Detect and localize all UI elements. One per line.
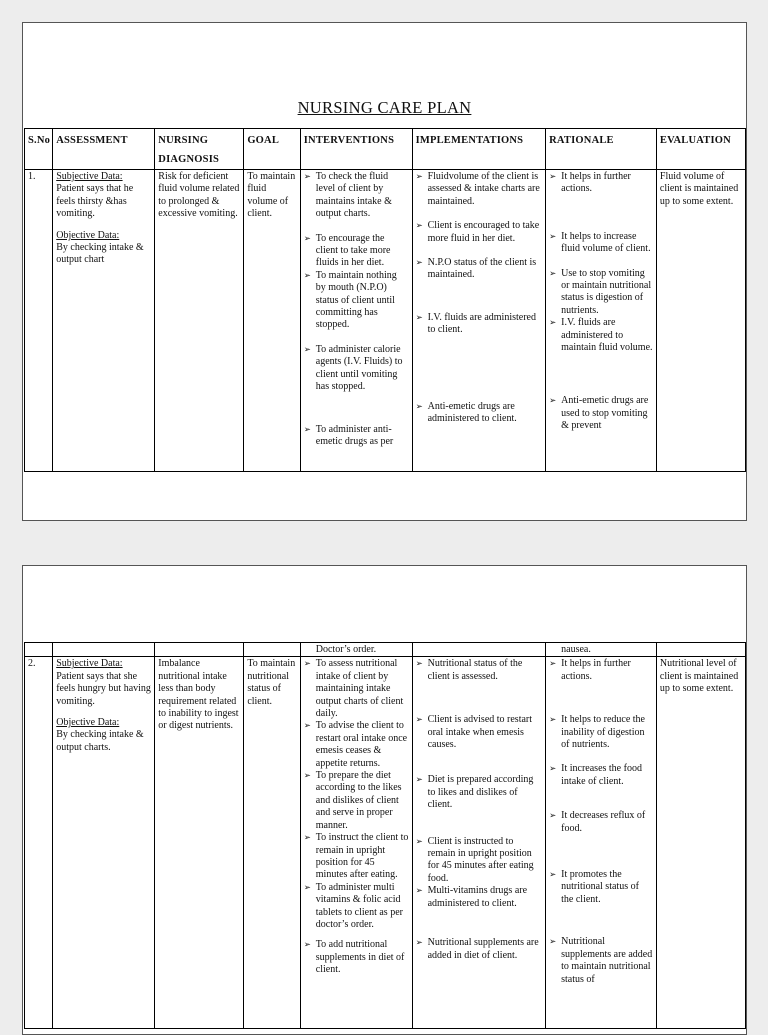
- list-item: ➢ Fluidvolume of the client is assessed & intake charts are maintained.: [416, 171, 543, 208]
- list-item: ➢ It promotes the nutritional status of the client.: [549, 869, 653, 906]
- list-item: ➢ Nutritional status of the client is assessed.: [416, 658, 543, 683]
- header-implementations: IMPLEMENTATIONS: [412, 129, 546, 170]
- header-goal: GOAL: [244, 129, 300, 170]
- goal-cell: To maintain fluid volume of client.: [244, 170, 300, 472]
- rationale-cell: [546, 657, 657, 1029]
- list-item: ➢ It increases the food intake of client.: [549, 763, 653, 788]
- list-item: ➢ Client is encouraged to take more fluid in her diet.: [416, 220, 543, 245]
- assessment-cell: [53, 170, 155, 472]
- list-item: ➢ Nutritional supplements are added to maintain nutritional status of: [549, 936, 653, 986]
- list-item: ➢ To administer calorie agents (I.V. Fluids) to client until vomiting has stopped.: [304, 344, 409, 394]
- implementations-cell: [412, 170, 546, 472]
- objective-label: Objective Data:: [56, 229, 120, 241]
- diagnosis-cell: Imbalance nutritional intake less than body requirement related to inability to ingest or digest nutrients.: [155, 657, 244, 1029]
- list-item: ➢ Client is instructed to remain in upright position for 45 minutes after eating food.: [416, 836, 543, 886]
- diagnosis-cell: Risk for deficient fluid volume related to prolonged & excessive vomiting.: [155, 170, 244, 472]
- list-item: ➢ To maintain nothing by mouth (N.P.O) status of client until committing has stopped.: [304, 270, 409, 332]
- rationale-cell: [546, 170, 657, 472]
- goal-cell: To maintain nutritional status of client.: [244, 657, 300, 1029]
- list-item: ➢ To advise the client to restart oral intake once emesis ceases & appetite returns.: [304, 720, 409, 770]
- list-item: ➢ To check the fluid level of client by maintains intake & output charts.: [304, 171, 409, 221]
- subjective-text: Patient says that he feels thirsty &has vomiting.: [56, 183, 134, 220]
- header-row: [25, 129, 746, 170]
- continued-row: [25, 643, 746, 657]
- care-plan-table-continued: [24, 642, 746, 1029]
- header-sno: S.No: [25, 129, 53, 170]
- header-diagnosis: NURSING DIAGNOSIS: [155, 129, 244, 170]
- continued-interventions: Doctor’s order.: [300, 643, 412, 657]
- subjective-text: Patient says that she feels hungry but having vomiting.: [56, 670, 151, 707]
- list-item: ➢ It helps to reduce the inability of digestion of nutrients.: [549, 714, 653, 751]
- sno-cell: 1.: [25, 170, 53, 472]
- objective-text: By checking intake & output chart: [56, 242, 144, 266]
- list-item: ➢ Anti-emetic drugs are administered to client.: [416, 401, 543, 426]
- list-item: ➢ It helps in further actions.: [549, 171, 653, 196]
- header-rationale: RATIONALE: [546, 129, 657, 170]
- list-item: ➢ N.P.O status of the client is maintained.: [416, 257, 543, 282]
- list-item: ➢ To administer anti-emetic drugs as per: [304, 424, 409, 449]
- list-item: ➢ Use to stop vomiting or maintain nutritional status is digestion of nutrients.: [549, 268, 653, 318]
- subjective-label: Subjective Data:: [56, 658, 123, 670]
- header-assessment: ASSESSMENT: [53, 129, 155, 170]
- list-item: ➢ To administer multi vitamins & folic acid tablets to client as per doctor’s order.: [304, 882, 409, 932]
- list-item: ➢ To encourage the client to take more fluids in her diet.: [304, 233, 409, 270]
- care-plan-table: [24, 128, 746, 472]
- list-item: ➢ Multi-vitamins drugs are administered to client.: [416, 885, 543, 910]
- list-item: ➢ I.V. fluids are administered to client.: [416, 312, 543, 337]
- header-interventions: INTERVENTIONS: [300, 129, 412, 170]
- document-page-1: [22, 22, 747, 521]
- list-item: ➢ It helps in further actions.: [549, 658, 653, 683]
- list-item: ➢ To assess nutritional intake of client by maintaining intake output charts of client daily.: [304, 658, 409, 720]
- interventions-cell: [300, 657, 412, 1029]
- list-item: ➢ It decreases reflux of food.: [549, 810, 653, 835]
- implementations-cell: [412, 657, 546, 1029]
- list-item: ➢ To add nutritional supplements in diet of client.: [304, 939, 409, 976]
- table-row: [25, 657, 746, 1029]
- document-page-2: [22, 565, 747, 1035]
- objective-text: By checking intake & output charts.: [56, 729, 144, 753]
- interventions-cell: [300, 170, 412, 472]
- list-item: ➢ Anti-emetic drugs are used to stop vomiting & prevent: [549, 395, 653, 432]
- table-row: [25, 170, 746, 472]
- evaluation-cell: Nutritional level of client is maintained up to some extent.: [656, 657, 745, 1029]
- continued-rationale: nausea.: [546, 643, 657, 657]
- page-title: NURSING CARE PLAN: [297, 98, 472, 117]
- list-item: ➢ It helps to increase fluid volume of client.: [549, 231, 653, 256]
- list-item: ➢ Client is advised to restart oral intake when emesis causes.: [416, 714, 543, 751]
- evaluation-cell: Fluid volume of client is maintained up to some extent.: [656, 170, 745, 472]
- subjective-label: Subjective Data:: [56, 171, 123, 182]
- sno-cell: 2.: [25, 657, 53, 1029]
- header-evaluation: EVALUATION: [656, 129, 745, 170]
- assessment-cell: [53, 657, 155, 1029]
- objective-label: Objective Data:: [56, 717, 120, 729]
- list-item: ➢ To prepare the diet according to the likes and dislikes of client and serve in proper manner.: [304, 770, 409, 832]
- list-item: ➢ Nutritional supplements are added in diet of client.: [416, 937, 543, 962]
- list-item: ➢ Diet is prepared according to likes and dislikes of client.: [416, 774, 543, 811]
- list-item: ➢ To instruct the client to remain in upright position for 45 minutes after eating.: [304, 832, 409, 882]
- list-item: ➢ I.V. fluids are administered to maintain fluid volume.: [549, 317, 653, 354]
